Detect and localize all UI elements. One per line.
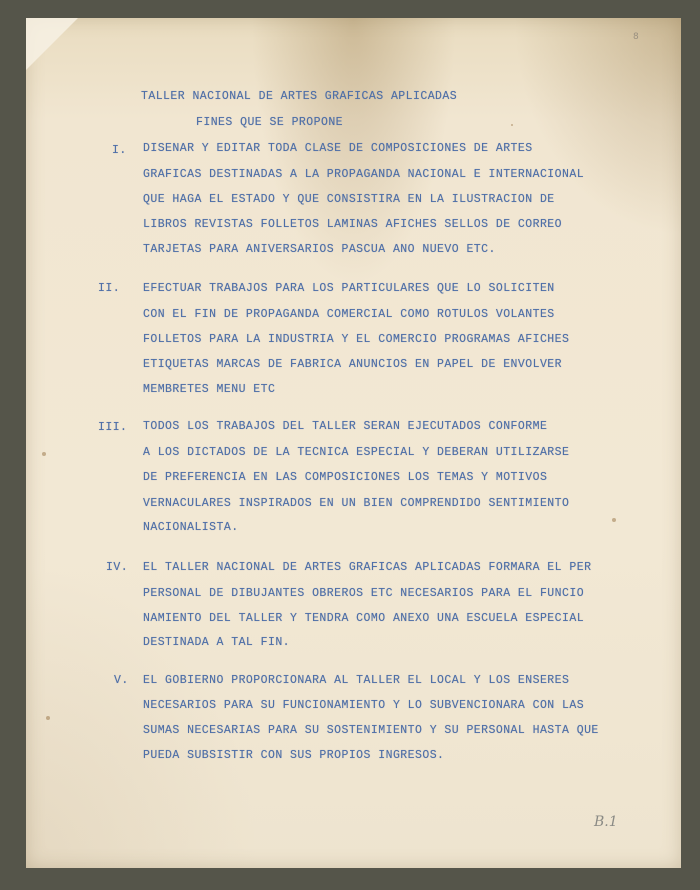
section-numeral: III. (98, 421, 128, 434)
section-3-line-5: NACIONALISTA. (143, 521, 239, 534)
document-title: TALLER NACIONAL DE ARTES GRAFICAS APLICADAS (141, 90, 458, 103)
section-3-line-1: TODOS LOS TRABAJOS DEL TALLER SERAN EJECUTADOS CONFORME (143, 420, 548, 433)
typed-document-page (26, 18, 681, 868)
section-numeral: V. (114, 674, 129, 687)
section-1-line-5: TARJETAS PARA ANIVERSARIOS PASCUA ANO NUEVO ETC. (143, 243, 496, 256)
section-numeral: II. (98, 282, 121, 295)
section-2-line-4: ETIQUETAS MARCAS DE FABRICA ANUNCIOS EN PAPEL DE ENVOLVER (143, 358, 563, 371)
section-5-line-1: EL GOBIERNO PROPORCIONARA AL TALLER EL LOCAL Y LOS ENSERES (143, 674, 570, 687)
section-2-line-1: EFECTUAR TRABAJOS PARA LOS PARTICULARES QUE LO SOLICITEN (143, 282, 555, 295)
section-5-line-4: PUEDA SUBSISTIR CON SUS PROPIOS INGRESOS. (143, 749, 445, 762)
section-1-line-3: QUE HAGA EL ESTADO Y QUE CONSISTIRA EN LA ILUSTRACION DE (143, 193, 555, 206)
section-numeral: I. (112, 144, 127, 157)
section-2-line-3: FOLLETOS PARA LA INDUSTRIA Y EL COMERCIO PROGRAMAS AFICHES (143, 333, 570, 346)
section-1-line-4: LIBROS REVISTAS FOLLETOS LAMINAS AFICHES SELLOS DE CORREO (143, 218, 563, 231)
paper-stain (42, 452, 46, 456)
section-5-line-2: NECESARIOS PARA SU FUNCIONAMIENTO Y LO SUBVENCIONARA CON LAS (143, 699, 585, 712)
section-1-line-2: GRAFICAS DESTINADAS A LA PROPAGANDA NACIONAL E INTERNACIONAL (143, 168, 585, 181)
section-2-line-5: MEMBRETES MENU ETC (143, 383, 276, 396)
section-4-line-4: DESTINADA A TAL FIN. (143, 636, 291, 649)
section-4-line-1: EL TALLER NACIONAL DE ARTES GRAFICAS APLICADAS FORMARA EL PER (143, 561, 592, 574)
section-3-line-4: VERNACULARES INSPIRADOS EN UN BIEN COMPRENDIDO SENTIMIENTO (143, 497, 570, 510)
section-1-line-1: DISENAR Y EDITAR TODA CLASE DE COMPOSICIONES DE ARTES (143, 142, 533, 155)
section-4-line-2: PERSONAL DE DIBUJANTES OBREROS ETC NECESARIOS PARA EL FUNCIO (143, 587, 585, 600)
paper-stain (511, 124, 513, 126)
document-subtitle: FINES QUE SE PROPONE (196, 116, 344, 129)
section-4-line-3: NAMIENTO DEL TALLER Y TENDRA COMO ANEXO UNA ESCUELA ESPECIAL (143, 612, 585, 625)
section-3-line-2: A LOS DICTADOS DE LA TECNICA ESPECIAL Y DEBERAN UTILIZARSE (143, 446, 570, 459)
pencil-annotation: B.1 (594, 814, 618, 830)
section-2-line-2: CON EL FIN DE PROPAGANDA COMERCIAL COMO ROTULOS VOLANTES (143, 308, 555, 321)
section-3-line-3: DE PREFERENCIA EN LAS COMPOSICIONES LOS TEMAS Y MOTIVOS (143, 471, 548, 484)
section-5-line-3: SUMAS NECESARIAS PARA SU SOSTENIMIENTO Y SU PERSONAL HASTA QUE (143, 724, 599, 737)
corner-page-number: 8 (633, 32, 639, 42)
paper-stain (612, 518, 616, 522)
section-numeral: IV. (106, 561, 129, 574)
folded-corner (26, 18, 78, 70)
paper-stain (46, 716, 50, 720)
